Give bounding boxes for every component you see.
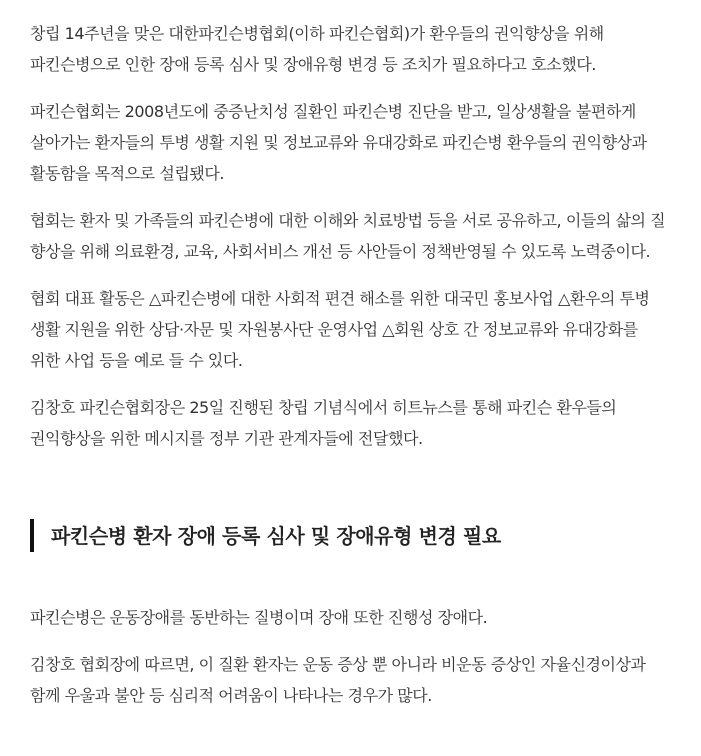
paragraph: 협회 대표 활동은 △파킨슨병에 대한 사회적 편견 해소를 위한 대국민 홍보사업 △환우의 투병 생활 지원을 위한 상담·자문 및 자원봉사단 운영사업 △회원 상호 간 정보교류와 유대강화를 위한 사업 등을 예로 들 수 있다. [30,289,650,370]
paragraph: 협회는 환자 및 가족들의 파킨슨병에 대한 이해와 치료방법 등을 서로 공유하고, 이들의 삶의 질 향상을 위해 의료환경, 교육, 사회서비스 개선 등 사안들이 정책반영될 수 있도록 노력중이다. [30,211,666,261]
paragraph: 창립 14주년을 맞은 대한파킨슨병협회(이하 파킨슨협회)가 환우들의 권익향상을 위해 파킨슨병으로 인한 장애 등록 심사 및 장애유형 변경 등 조치가 필요하다고 호소했다. [30,24,604,74]
paragraph: 파킨슨병은 운동장애를 동반하는 질병이며 장애 또한 진행성 장애다. [30,608,488,627]
paragraph: 김창호 파킨슨협회장은 25일 진행된 창립 기념식에서 히트뉴스를 통해 파킨슨 환우들의 권익향상을 위한 메시지를 정부 기관 관계자들에 전달했다. [30,398,617,448]
section-subheading: 파킨슨병 환자 장애 등록 심사 및 장애유형 변경 필요 [30,519,669,552]
paragraph: 김창호 협회장에 따르면, 이 질환 환자는 운동 증상 뿐 아니라 비운동 증상인 자율신경이상과 함께 우울과 불안 등 심리적 어려움이 나타나는 경우가 많다. [30,655,646,705]
paragraph: 파킨슨협회는 2008년도에 중증난치성 질환인 파킨슨병 진단을 받고, 일상생활을 불편하게 살아가는 환자들의 투병 생활 지원 및 정보교류와 유대강화로 파킨슨병 환우들의 권익향상과 활동함을 목적으로 설립됐다. [30,102,647,183]
